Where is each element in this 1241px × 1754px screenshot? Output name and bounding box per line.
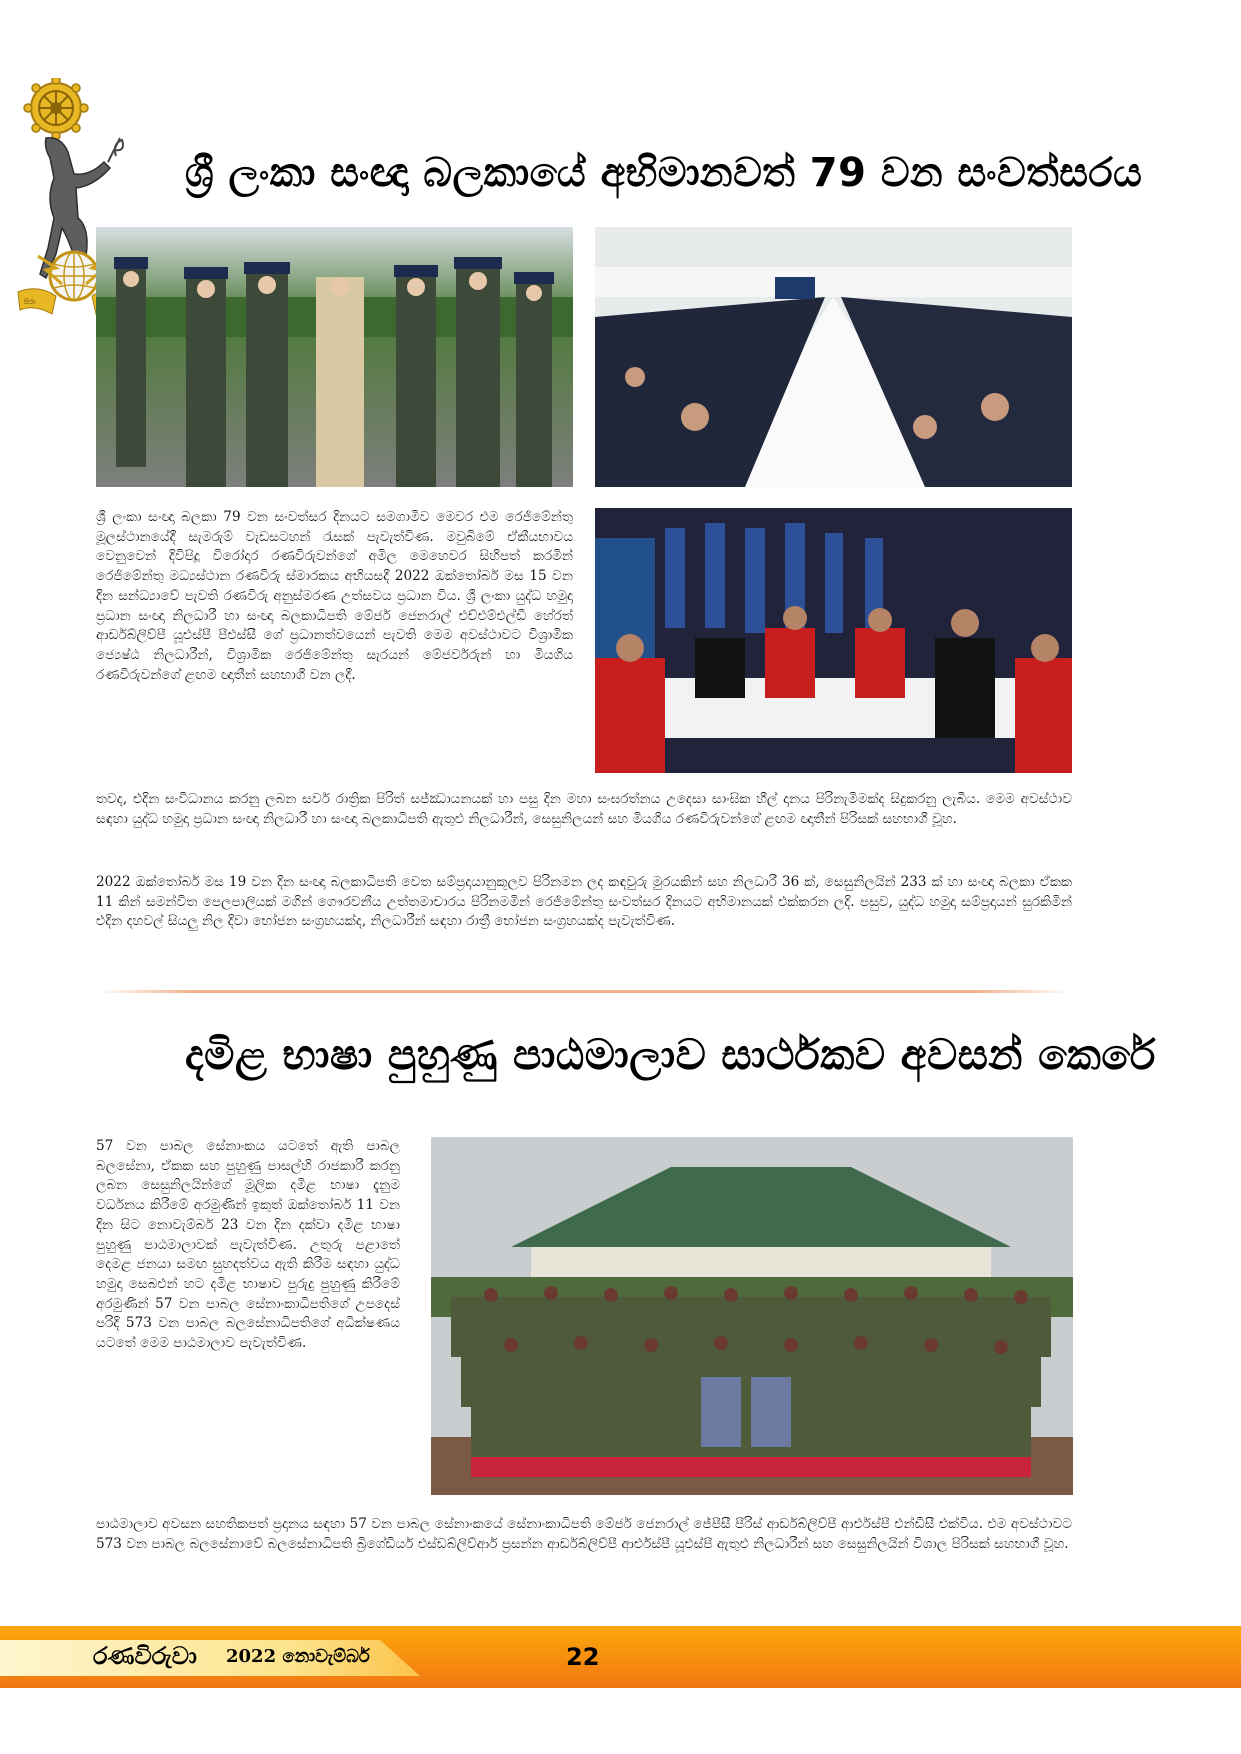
- article1-paragraph-1: ශ්‍රී ලංකා සංඥා බලකා 79 වන සංවත්සර දිනයට සමගාමීව මෙවර එම රෙජිමේන්තු මූලස්ථානයේදී සැමරුම් වැඩසටහන් රැසක් පැවැත්විණ. මවුබිමේ ඒකීයභාවය වෙනුවෙන් දිවිපිදූ විරෝදාර රණවිරුවන්ගේ අමිල මෙහෙවර සිහිපත් කරමින් රෙජිමේන්තු මධ්‍යස්ථාන රණවිරු ස්මාරකය අභියසදී 2022 ඔක්තෝබර් මස 15 වන දින සන්ධ්‍යාවේ පැවති රණවිරු අනුස්මරණ උත්සවය ප්‍රධාන විය. ශ්‍රී ලංකා යුද්ධ හමුදා ප්‍රධාන සංඥා නිලධාරී හා සංඥා බලකාධිපති මේජර් ජෙනරාල් එච්එම්එල්ඩී හේරත් ආර්ඩබ්ලිව්පී යූඑස්පී පීඑස්සී ගේ ප්‍රධානත්වයෙන් පැවති මෙම අවස්ථාවට විශ්‍රාමික ජ්‍යෙෂ්ඨ නිලධාරීන්, විශ්‍රාමික රෙජිමේන්තු සැරයන් මේජර්වරුන් හා මියගිය රණවිරුවන්ගේ ළඟම ඥාතීන් සහභාගී වන ලදී.: [96, 509, 573, 683]
- section-divider: [96, 990, 1072, 993]
- article2-title: දමිළ භාෂා පුහුණු පාඨමාලාව සාර්ථකව අවසන් කෙරේ: [185, 1030, 1156, 1079]
- page-number: 22: [566, 1643, 600, 1671]
- article2-paragraph-2: පාඨමාලාව අවසන සහතිකපත් ප්‍රදානය සඳහා 57 වන පාබල සේනාංකයේ සේනාංකාධිපති මේජර් ජෙනරාල් ජේපීසී පීරිස් ආර්ඩබ්ලිව්පී ආර්එස්පී එන්ඩීසී එක්විය. එම අවස්ථාවට 573 වන පාබල බලසේනාවේ බලසේනාධිපති බ්‍රිගේඩියර් එස්ඩබ්ලිව්ආර් ප්‍රසන්න ආර්ඩබ්ලිව්පී ආර්එස්පී යූඑස්පී ඇතුළු නිලධාරීන් සහ සෙසුනිලයින් විශාල පිරිසක් සහභාගී වූහ.: [96, 1516, 1072, 1552]
- emblem-left-ribbon: සිරා: [24, 298, 36, 306]
- issue-date: 2022 නොවැම්බර්: [226, 1646, 370, 1667]
- magazine-brand: රණවිරුවා: [93, 1642, 197, 1670]
- gala-dinner-photo: [595, 508, 1072, 773]
- article1-title: ශ්‍රී ලංකා සංඥා බලකායේ අභිමානවත් 79 වන සංවත්සරය: [185, 150, 1143, 196]
- parade-inspection-photo: [96, 227, 573, 487]
- article1-paragraph-2: තවද, එදින සංවිධානය කරනු ලබන සර්ව රාත්‍රික පිරිත් සජ්ඣායනයක් හා පසු දින මහා සංඝරත්නය උදෙසා සාංඝික හීල් දානය පිරිනැමීමක්ද සිදුකරනු ලැබීය. මෙම අවස්ථාව සඳහා යුද්ධ හමුදා ප්‍රධාන සංඥා නිලධාරී හා සංඥා බලකාධිපති ඇතුළු නිලධාරීන්, සෙසුනිලයන් සහ මියගිය රණවිරුවන්ගේ ළඟම ඥාතීන් පිරිසක් සහභාගී වූහ.: [96, 791, 1072, 827]
- article2-paragraph-1: 57 වන පාබල සේනාංකය යටතේ ඇති පාබල බලසේනා, ඒකක සහ පුහුණු පාසල්හි රාජකාරී කරනු ලබන සෙසුනිලයින්ගේ මූලික දමිළ භාෂා දැනුම වර්ධනය කිරීමේ අරමුණින් ඉකුත් ඔක්තෝබර් 11 වන දින සිට නොවැම්බර් 23 වන දින දක්වා දමිළ භාෂා පුහුණු පාඨමාලාවක් පැවැත්විණ. උතුරු පළාතේ දෙමළ ජනයා සමඟ සුහදත්වය ඇති කිරීම සඳහා යුද්ධ හමුදා සෙබළුන් හට දමිළ භාෂාව පුරුදු පුහුණු කිරීමේ අරමුණින් 57 වන පාබල සේනාංකාධිපතිගේ උපදෙස් පරිදි 573 වන පාබල බලසේනාධිපතිගේ අධීක්ෂණය යටතේ මෙම පාඨමාලාව පැවැත්විණ.: [96, 1138, 400, 1352]
- course-group-photo: [431, 1137, 1073, 1495]
- dining-hall-photo: [595, 227, 1072, 487]
- article1-paragraph-3: 2022 ඔක්තෝබර් මස 19 වන දින සංඥා බලකාධිපති වෙත සම්ප්‍රදායානුකූලව පිරිනමන ලද කඳවුරු මුරයකින් සහ නිලධාරී 36 ක්, සෙසුනිලයින් 233 ක් හා සංඥා බලකා ඒකක 11 කින් සමන්විත පෙලපාලියක් මගින් ගෞරවනීය උත්තමාචාරය පිරිනමමින් රෙජිමේන්තු සංවත්සර දිනයට අභිමානයක් එක්කරන ලදි. පසුව, යුද්ධ හමුදා සම්ප්‍රදායන් සුරකිමින් එදින දහවල් සියලු නිල දිවා භෝජන සංග්‍රහයක්ද, නිලධාරීන් සඳහා රාත්‍රී භෝජන සංග්‍රහයක්ද පැවැත්විණ.: [96, 874, 1072, 930]
